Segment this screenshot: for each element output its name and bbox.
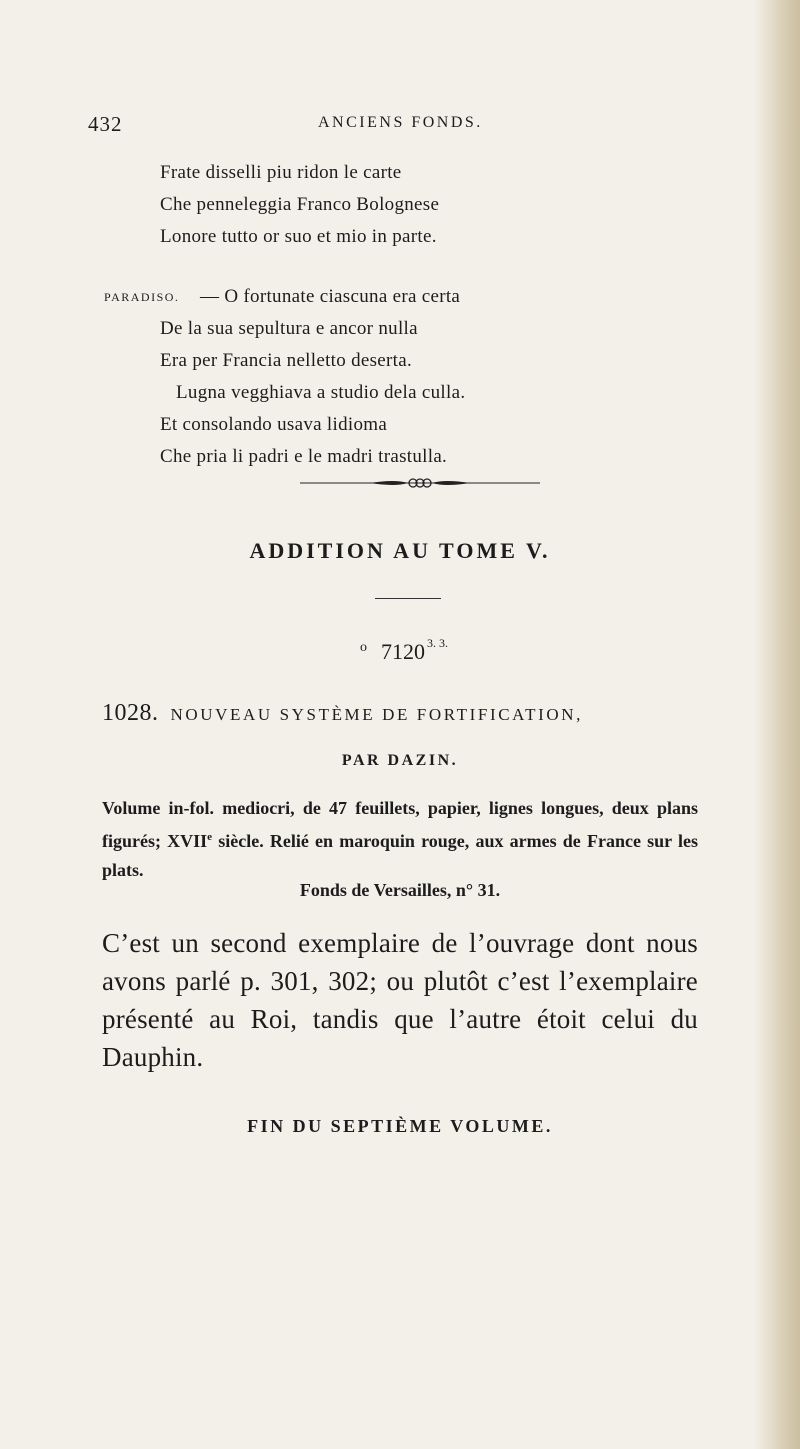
entry-author: PAR DAZIN.	[341, 752, 459, 769]
shelfmark-degree: o	[360, 640, 367, 655]
provenance-line: Fonds de Versailles, n° 31.	[299, 880, 501, 900]
page-edge-shadow	[754, 0, 800, 1449]
addition-title: ADDITION AU TOME V.	[249, 538, 551, 563]
entry-heading	[102, 700, 583, 727]
verse-line: Era per Francia nelletto deserta.	[160, 350, 413, 371]
verse-line: — O fortunate ciascuna era certa	[200, 286, 461, 307]
commentary-paragraph: C’est un second exemplaire de l’ouvrage dont nous avons parlé p. 301, 302; ou plutôt c’est l’exemplaire présenté au Roi, tandis que l’autre étoit celui du Dauphin.	[102, 928, 698, 1072]
page-header	[88, 112, 688, 142]
description-paragraph	[102, 794, 698, 885]
shelfmark	[360, 636, 448, 665]
verse-line: Che pria li padri e le madri trastulla.	[160, 446, 448, 467]
verse-line: De la sua sepultura e ancor nulla	[160, 318, 418, 339]
verse-line: Che penneleggia Franco Bolognese	[160, 194, 440, 215]
entry-title: NOUVEAU SYSTÈME DE FORTIFICATION,	[170, 705, 584, 724]
verse-line: Lonore tutto or suo et mio in parte.	[160, 226, 437, 247]
page-number: 432	[88, 112, 123, 136]
speaker-label: PARADISO.	[104, 290, 180, 304]
description-text-end: siècle. Relié en maroquin rouge, aux armes de France sur les plats.	[102, 831, 698, 880]
shelfmark-number: 7120	[381, 639, 425, 664]
description-text: Volume in-fol. mediocri, de 47 feuillets, papier, lignes longues, deux plans figurés; XVII	[102, 798, 698, 851]
verse-line: Lugna vegghiava a studio dela culla.	[176, 382, 466, 403]
entry-number: 1028.	[102, 700, 159, 726]
short-rule	[375, 598, 441, 599]
ornament-divider	[300, 476, 540, 490]
verse-line: Et consolando usava lidioma	[160, 414, 388, 435]
end-note: FIN DU SEPTIÈME VOLUME.	[247, 1116, 553, 1136]
verse-line: Frate disselli piu ridon le carte	[160, 162, 402, 183]
shelfmark-superscript: 3. 3.	[427, 636, 448, 650]
description-ordinal: e	[207, 831, 213, 843]
running-title: ANCIENS FONDS.	[318, 114, 483, 131]
